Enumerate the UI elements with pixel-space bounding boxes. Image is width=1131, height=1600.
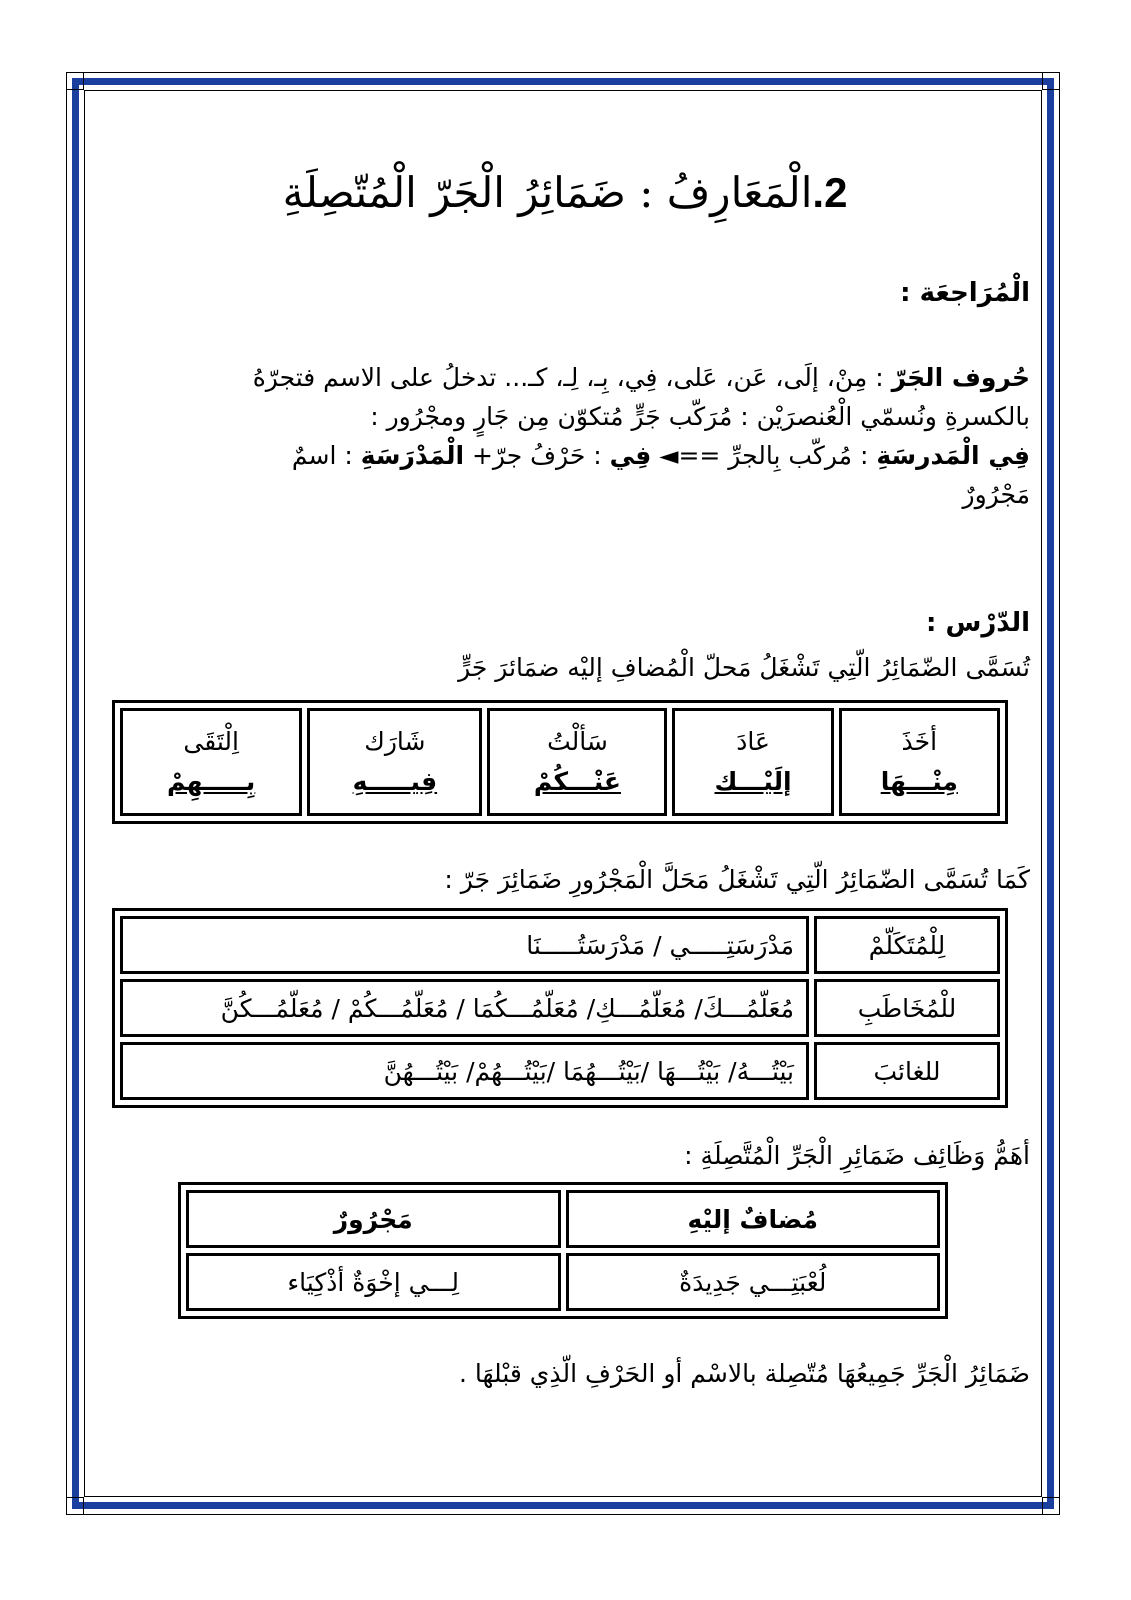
verb: اِلْتَقَى bbox=[183, 727, 239, 756]
prepositions-label: حُروف الجَرّ bbox=[891, 363, 1030, 392]
example-phrase: فِي الْمَدرسَةِ bbox=[876, 441, 1030, 470]
corner-ornament bbox=[1042, 72, 1060, 90]
review-paragraph bbox=[100, 358, 1030, 514]
table-row bbox=[120, 979, 1000, 1037]
table-row bbox=[120, 1042, 1000, 1100]
review-line-2: بالكسرةِ ونُسمّي الْعُنصرَيْن : مُرَكّب جَرٍّ مُتكوّن مِن جَارٍ ومجْرُور : bbox=[370, 402, 1030, 431]
table-row bbox=[120, 708, 1000, 816]
review-heading: الْمُرَاجعَة : bbox=[900, 278, 1030, 308]
example-preposition: فِي bbox=[609, 441, 652, 470]
examples-table-1 bbox=[112, 700, 1008, 824]
lesson-intro-2: كَمَا تُسَمَّى الضّمَائِرُ الّتِي تَشْغَلُ مَحَلَّ الْمَجْرُورِ ضَمَائِرَ جَرّ : bbox=[444, 865, 1030, 894]
pronoun-word: مِنْـــهَا bbox=[880, 767, 958, 796]
table-cell bbox=[839, 708, 1000, 816]
verb: عَادَ bbox=[736, 727, 770, 756]
pronoun-examples: مُعَلّمُـــكَ/ مُعَلّمُـــكِ/ مُعَلّمُـــكُمَا / مُعَلّمُـــكُمْ / مُعَلّمُـــكُنَّ bbox=[120, 979, 809, 1037]
function-example: لُعْبَتِـــي جَدِيدَةٌ bbox=[566, 1253, 941, 1311]
review-line-4: مَجْرُورٌ bbox=[962, 480, 1030, 509]
table-cell bbox=[307, 708, 482, 816]
verb: سَألْتُ bbox=[547, 727, 608, 756]
review-line-1 bbox=[100, 358, 1030, 397]
table-cell bbox=[672, 708, 833, 816]
page-title bbox=[100, 168, 1030, 217]
example-desc-3: : اسمٌ bbox=[291, 441, 361, 470]
lesson-intro-1: تُسَمَّى الضّمَائِرُ الّتِي تَشْغَلُ مَحلّ الْمُضافِ إليْه ضمَائرَ جَرٍّ bbox=[458, 653, 1030, 682]
example-desc-2: : حَرْفُ جرّ+ bbox=[464, 441, 610, 470]
table-row bbox=[186, 1253, 940, 1311]
functions-table bbox=[178, 1182, 948, 1319]
corner-ornament bbox=[1042, 1497, 1060, 1515]
lesson-intro-3: أهَمُّ وَظَائِف ضَمَائِرِ الْجَرِّ الْمُتَّصِلَةِ : bbox=[684, 1141, 1030, 1170]
conclusion-text: ضَمَائِرُ الْجَرِّ جَمِيعُهَا مُتّصِلة بالاسْم أو الحَرْفِ الّذِي قبْلهَا . bbox=[459, 1359, 1030, 1388]
prepositions-list: : مِنْ، إلَى، عَن، عَلى، فِي، بِـ، لِـ، كـ... تدخلُ على الاسم فتجرّهُ bbox=[252, 363, 892, 392]
table-row bbox=[120, 916, 1000, 974]
pronoun-table bbox=[112, 908, 1008, 1108]
pronoun-examples: بَيْتُـــهُ/ بَيْتُـــهَا /بَيْتُـــهُمَا /بَيْتُـــهُمْ/ بَيْتُـــهُنَّ bbox=[120, 1042, 809, 1100]
lesson-heading: الدّرْس : bbox=[926, 608, 1030, 638]
verb: أخَذَ bbox=[901, 727, 938, 756]
title-text: الْمَعَارِفُ : ضَمَائِرُ الْجَرّ الْمُتّصِلَةِ bbox=[282, 168, 813, 217]
document-page bbox=[100, 100, 1030, 1490]
function-example: لِـــي إخْوَةٌ أذْكِيَاء bbox=[186, 1253, 561, 1311]
pronoun-word: عَنْـــكُمْ bbox=[533, 767, 621, 796]
function-header: مُضافٌ إليْهِ bbox=[566, 1190, 941, 1248]
pronoun-word: فِيـــــهِ bbox=[352, 767, 438, 796]
table-header-row bbox=[186, 1190, 940, 1248]
person-label: للْمُخَاطَبِ bbox=[814, 979, 1000, 1037]
corner-ornament bbox=[66, 72, 84, 90]
table-cell bbox=[120, 708, 302, 816]
pronoun-examples: مَدْرَسَتِـــــي / مَدْرَسَتُـــــنَا bbox=[120, 916, 809, 974]
corner-ornament bbox=[66, 1497, 84, 1515]
person-label: لِلْمُتَكَلّمْ bbox=[814, 916, 1000, 974]
pronoun-word: إلَيْـــك bbox=[714, 767, 792, 796]
review-line-3 bbox=[100, 436, 1030, 475]
table-cell bbox=[487, 708, 667, 816]
function-header: مَجْرُورٌ bbox=[186, 1190, 561, 1248]
example-desc: : مُركّب بِالجرِّ ==◄ bbox=[651, 441, 877, 470]
pronoun-word: بِـــــهِمْ bbox=[167, 767, 256, 796]
verb: شَارَك bbox=[364, 727, 426, 756]
example-noun: الْمَدْرَسَةِ bbox=[360, 441, 465, 470]
title-number: 2. bbox=[812, 169, 848, 216]
person-label: للغائبَ bbox=[814, 1042, 1000, 1100]
